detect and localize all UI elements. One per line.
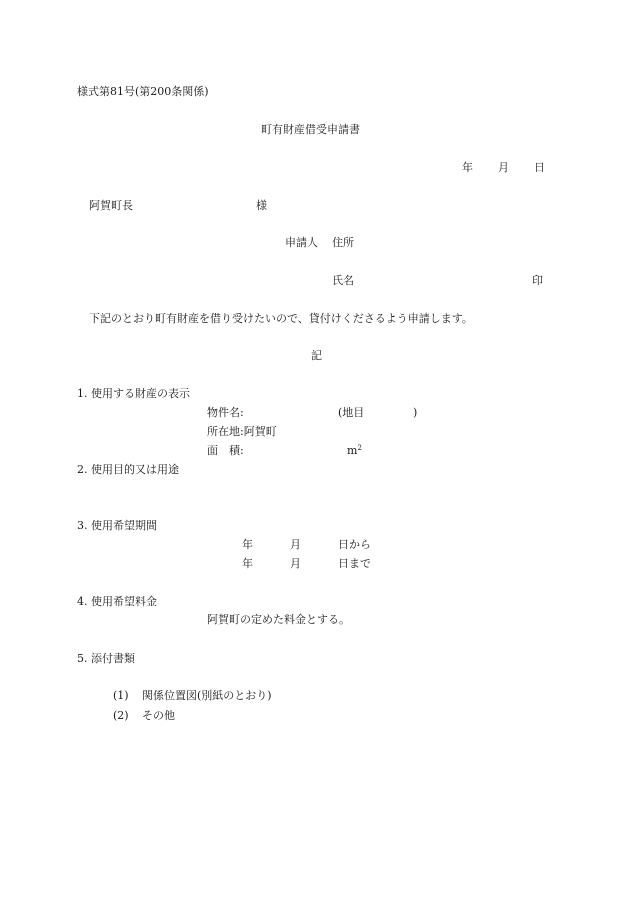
period-to-month: 月 — [290, 557, 301, 570]
area-label: 面 積: — [207, 444, 244, 457]
form-number: 様式第81号(第200条関係) — [77, 85, 209, 98]
intro-text: 下記のとおり町有財産を借り受けたいので、貸付けくださるよう申請します。 — [89, 312, 473, 325]
applicant-name-label: 氏名 — [332, 274, 354, 287]
land-category-close: ) — [413, 406, 418, 419]
period-to-day: 日まで — [338, 557, 371, 570]
section-5-heading: 5. 添付書類 — [77, 652, 135, 665]
section-1-heading: 1. 使用する財産の表示 — [77, 387, 190, 400]
item-name-label: 物件名: — [207, 406, 244, 419]
applicant-role: 申請人 — [285, 236, 318, 249]
seal-mark: 印 — [532, 274, 543, 287]
form-title: 町有財産借受申請書 — [261, 123, 360, 136]
section-2-heading: 2. 使用目的又は用途 — [77, 463, 179, 476]
area-unit-base: m — [347, 444, 358, 457]
period-from-day: 日から — [338, 538, 371, 551]
date-day-label: 日 — [534, 161, 545, 174]
attachment-2-num: (2) — [113, 709, 129, 722]
land-category-label: (地目 — [338, 406, 365, 419]
period-from-month: 月 — [290, 538, 301, 551]
addressee-honorific: 様 — [256, 199, 267, 212]
area-unit — [347, 445, 362, 456]
date-year-label: 年 — [462, 161, 473, 174]
period-to-year: 年 — [242, 557, 253, 570]
area-unit-sup: 2 — [357, 444, 362, 452]
attachment-1-text: 関係位置図(別紙のとおり) — [142, 689, 272, 702]
addressee-name: 阿賀町長 — [89, 199, 133, 212]
date-month-label: 月 — [498, 161, 509, 174]
fee-text: 阿賀町の定めた料金とする。 — [207, 613, 350, 626]
period-from-year: 年 — [242, 538, 253, 551]
attachment-1-num: (1) — [113, 689, 129, 702]
location-label: 所在地:阿賀町 — [207, 425, 277, 438]
section-4-heading: 4. 使用希望料金 — [77, 595, 157, 608]
applicant-address-label: 住所 — [332, 236, 354, 249]
ki-heading: 記 — [311, 349, 322, 362]
attachment-2-text: その他 — [142, 709, 175, 722]
section-3-heading: 3. 使用希望期間 — [77, 519, 157, 532]
